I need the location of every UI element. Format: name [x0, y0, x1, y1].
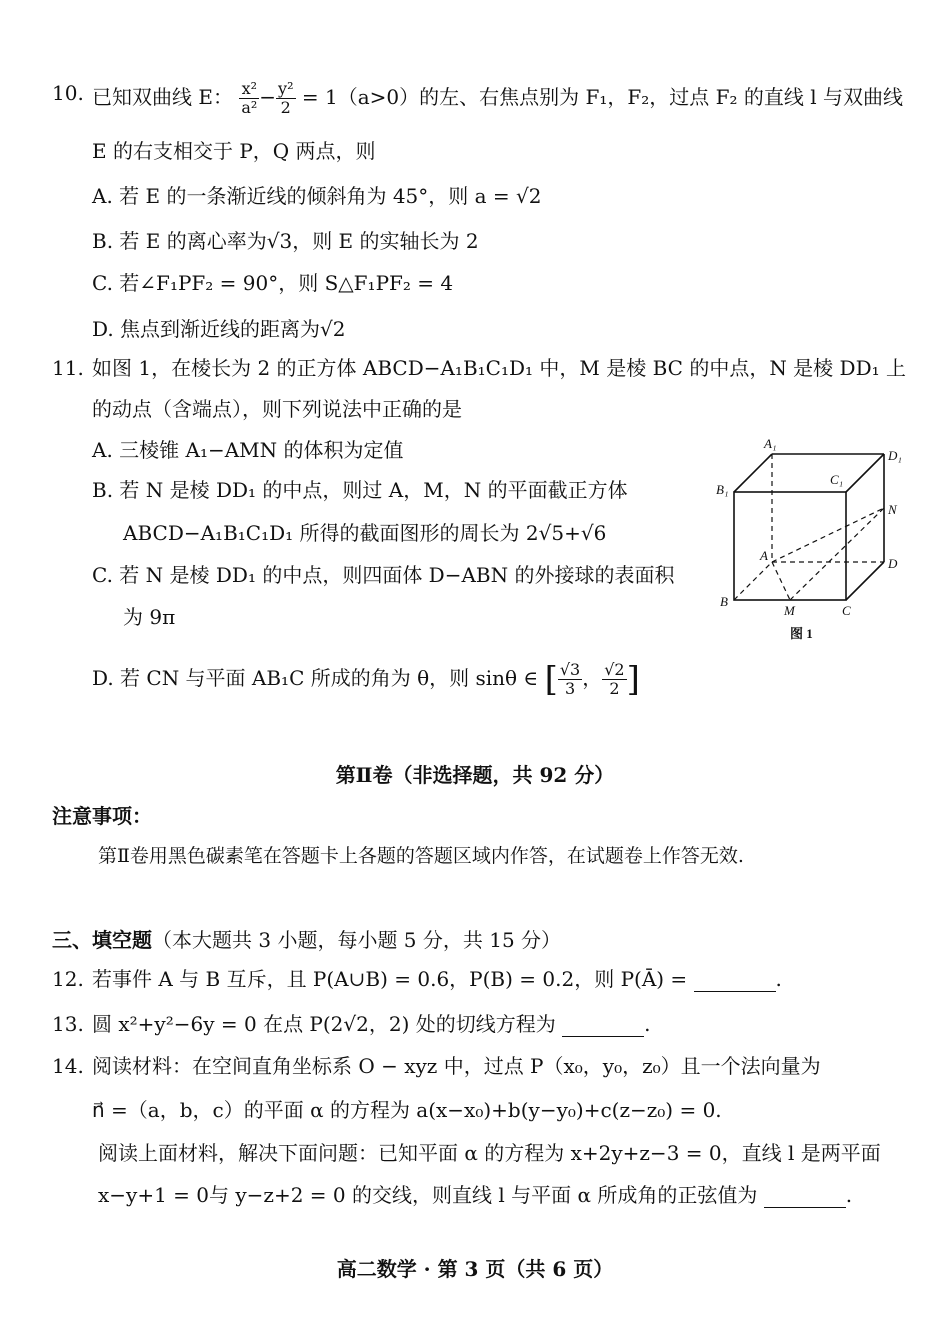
q13-text — [92, 1011, 650, 1037]
figure-caption: 图 1 — [790, 626, 813, 641]
label-c1: C₁ — [830, 472, 844, 487]
q14-line3: 阅读上面材料，解决下面问题：已知平面 α 的方程为 x+2y+z−3 = 0，直线 l 是两平面 — [98, 1141, 881, 1165]
cube-figure — [712, 432, 912, 647]
section3-note: （本大题共 3 小题，每小题 5 分，共 15 分） — [152, 928, 562, 952]
label-d1: D₁ — [888, 448, 902, 463]
q10-option-b: B. 若 E 的离心率为√3，则 E 的实轴长为 2 — [92, 229, 479, 253]
q13-number: 13. — [52, 1012, 84, 1036]
cube-hidden-edge-ba — [734, 562, 772, 600]
label-d: D — [888, 556, 898, 571]
q12-period: . — [775, 967, 782, 991]
q10-stem-line2: E 的右支相交于 P，Q 两点，则 — [92, 139, 376, 163]
q14-period: . — [845, 1183, 853, 1207]
q14-line2: n⃗ =（a，b，c）的平面 α 的方程为 a(x−x₀)+b(y−y₀)+c(z−z₀) = 0. — [92, 1098, 722, 1122]
label-a1: A₁ — [764, 436, 777, 451]
q11-option-d-text: D. 若 CN 与平面 AB₁C 所成的角为 θ，则 sinθ ∈ — [92, 666, 539, 690]
q13-period: . — [644, 1012, 651, 1036]
q14-line1: 阅读材料：在空间直角坐标系 O − xyz 中，过点 P（x₀，y₀，z₀）且一个法向量为 — [92, 1054, 821, 1078]
cube-edge-c1d1 — [846, 454, 884, 492]
q10-stem-prefix: 已知双曲线 E： — [92, 85, 233, 109]
q11-option-a: A. 三棱锥 A₁−AMN 的体积为定值 — [92, 438, 404, 462]
interval-lower-bound: $\frac{√3}{3}$ — [559, 660, 581, 698]
q12-stem: 若事件 A 与 B 互斥，且 P(A∪B) = 0.6，P(B) = 0.2，则 P(Ā) = — [92, 967, 688, 991]
section2-title: 第Ⅱ卷（非选择题，共 92 分） — [335, 763, 615, 787]
label-c: C — [842, 603, 851, 618]
q10-option-a: A. 若 E 的一条渐近线的倾斜角为 45°，则 a = √2 — [92, 184, 542, 208]
q10-stem-line1 — [92, 80, 903, 117]
q13-answer-blank[interactable] — [562, 1018, 644, 1037]
label-n: N — [888, 502, 897, 517]
q10-option-d: D. 焦点到渐近线的距离为√2 — [92, 317, 346, 341]
label-m: M — [784, 603, 795, 618]
q10-stem-suffix: = 1（a>0）的左、右焦点别为 F₁，F₂，过点 F₂ 的直线 l 与双曲线 — [301, 85, 903, 109]
label-a: A — [760, 548, 768, 563]
cube-edge-b1a1 — [734, 454, 772, 492]
label-b: B — [720, 594, 728, 609]
segment-an — [772, 508, 884, 562]
interval-comma: ， — [582, 666, 603, 690]
segment-mn — [790, 508, 884, 600]
q14-line4 — [98, 1182, 852, 1208]
q11-option-b-line1: B. 若 N 是棱 DD₁ 的中点，则过 A，M，N 的平面截正方体 — [92, 478, 628, 502]
q12-number: 12. — [52, 967, 84, 991]
q10-minus: − — [259, 85, 277, 109]
label-b1: B₁ — [716, 482, 729, 497]
section3-title: 三、填空题 — [52, 928, 152, 952]
q10-fraction-x: $\frac{\text{x²}}{\text{a²}}$ — [241, 79, 258, 117]
q11-option-d — [92, 661, 640, 698]
interval-right-bracket: ] — [626, 659, 640, 700]
interval-upper-bound: $\frac{√2}{2}$ — [604, 660, 625, 698]
q11-number: 11. — [52, 356, 84, 380]
q12-answer-blank[interactable] — [694, 973, 776, 992]
q10-option-c: C. 若∠F₁PF₂ = 90°，则 S△F₁PF₂ = 4 — [92, 271, 454, 295]
page-footer: 高二数学 · 第 3 页（共 6 页） — [336, 1257, 614, 1281]
q11-stem-line1: 如图 1，在棱长为 2 的正方体 ABCD−A₁B₁C₁D₁ 中，M 是棱 BC 的中点，N 是棱 DD₁ 上 — [92, 356, 906, 380]
q11-stem-line2: 的动点（含端点），则下列说法中正确的是 — [92, 397, 462, 421]
q14-line4-text: x−y+1 = 0与 y−z+2 = 0 的交线，则直线 l 与平面 α 所成角的正弦值为 — [98, 1183, 758, 1207]
notice-text: 第Ⅱ卷用黑色碳素笔在答题卡上各题的答题区域内作答，在试题卷上作答无效. — [98, 845, 744, 867]
q12-text — [92, 966, 782, 992]
notice-heading: 注意事项： — [52, 804, 152, 828]
q13-stem: 圆 x²+y²−6y = 0 在点 P(2√2，2) 处的切线方程为 — [92, 1012, 556, 1036]
q11-option-c-line2: 为 9π — [123, 605, 176, 629]
section3-heading — [52, 927, 561, 953]
q11-option-c-line1: C. 若 N 是棱 DD₁ 的中点，则四面体 D−ABN 的外接球的表面积 — [92, 563, 675, 587]
interval-left-bracket: [ — [544, 659, 558, 700]
q11-option-b-line2: ABCD−A₁B₁C₁D₁ 所得的截面图形的周长为 2√5+√6 — [123, 521, 607, 545]
cube-edge-cd — [846, 562, 884, 600]
q10-number: 10. — [52, 81, 84, 105]
q10-fraction-y: $\frac{\text{y²}}{2}$ — [278, 79, 294, 117]
q14-answer-blank[interactable] — [764, 1189, 846, 1208]
cube-front-face — [734, 492, 846, 600]
q14-number: 14. — [52, 1054, 84, 1078]
segment-a1m — [772, 454, 790, 600]
